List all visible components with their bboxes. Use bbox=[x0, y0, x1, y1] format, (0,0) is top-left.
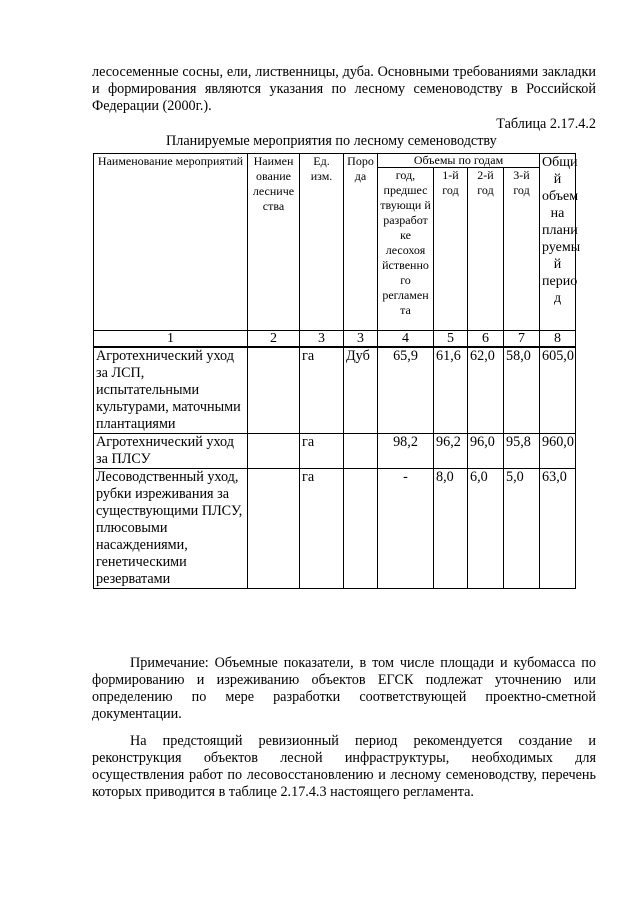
header-forestry: Наимен ование лесниче ства bbox=[248, 154, 300, 331]
column-number: 3 bbox=[344, 331, 378, 348]
table-title: Планируемые мероприятия по лесному семеноводству bbox=[166, 133, 497, 149]
intro-paragraph: лесосеменные сосны, ели, лиственницы, дуба. Основными требованиями закладки и формирования являются указания по лесному семеноводству в Российской Федерации (2000г.). bbox=[92, 64, 596, 114]
table-row bbox=[94, 469, 576, 589]
row-year1: 8,0 bbox=[434, 469, 468, 589]
header-unit: Ед. изм. bbox=[300, 154, 344, 331]
row-species bbox=[344, 469, 378, 589]
header-name: Наименование мероприятий bbox=[94, 154, 248, 331]
header-year1: 1-й год bbox=[434, 168, 468, 331]
column-number: 5 bbox=[434, 331, 468, 348]
column-number: 4 bbox=[378, 331, 434, 348]
note-paragraph: Примечание: Объемные показатели, в том числе площади и кубомасса по формированию и изреживанию объектов ЕГСК подлежат уточнению или определению по мере разработки соответствующей проектно-сметной документации. bbox=[92, 655, 596, 722]
row-year3: 58,0 bbox=[504, 347, 540, 434]
row-total: 605,0 bbox=[540, 347, 576, 434]
row-unit: га bbox=[300, 347, 344, 434]
column-number: 7 bbox=[504, 331, 540, 348]
column-number: 3 bbox=[300, 331, 344, 348]
column-number: 1 bbox=[94, 331, 248, 348]
row-species: Дуб bbox=[344, 347, 378, 434]
table-row bbox=[94, 434, 576, 469]
row-forestry bbox=[248, 434, 300, 469]
header-volumes-group: Объемы по годам bbox=[378, 154, 540, 168]
row-total: 63,0 bbox=[540, 469, 576, 589]
row-prev-period: 65,9 bbox=[378, 347, 434, 434]
row-unit: га bbox=[300, 469, 344, 589]
row-forestry bbox=[248, 347, 300, 434]
table-number: Таблица 2.17.4.2 bbox=[496, 116, 596, 132]
seed-measures-table bbox=[93, 153, 581, 589]
row-prev-period: - bbox=[378, 469, 434, 589]
row-year1: 61,6 bbox=[434, 347, 468, 434]
header-year2: 2-й год bbox=[468, 168, 504, 331]
header-prev-period: год, предшес твующи й разработ ке лесохоя йственно го регламен та bbox=[378, 168, 434, 331]
closing-paragraph: На предстоящий ревизионный период рекомендуется создание и реконструкция объектов лесной инфраструктуры, необходимых для осуществления работ по лесовосстановлению и лесному семеноводству, перечень которых приводится в таблице 2.17.4.3 настоящего регламента. bbox=[92, 733, 596, 800]
row-measure-name: Агротехнический уход за ПЛСУ bbox=[94, 434, 248, 469]
row-year3: 5,0 bbox=[504, 469, 540, 589]
column-number: 2 bbox=[248, 331, 300, 348]
row-year2: 96,0 bbox=[468, 434, 504, 469]
row-measure-name: Агротехнический уход за ЛСП, испытательными культурами, маточными плантациями bbox=[94, 347, 248, 434]
row-year2: 62,0 bbox=[468, 347, 504, 434]
row-forestry bbox=[248, 469, 300, 589]
row-year1: 96,2 bbox=[434, 434, 468, 469]
column-number: 8 bbox=[540, 331, 576, 348]
row-species bbox=[344, 434, 378, 469]
row-year3: 95,8 bbox=[504, 434, 540, 469]
row-measure-name: Лесоводственный уход, рубки изреживания за существующими ПЛСУ, плюсовыми насаждениями, генетическими резерватами bbox=[94, 469, 248, 589]
column-number: 6 bbox=[468, 331, 504, 348]
row-unit: га bbox=[300, 434, 344, 469]
header-species: Поро да bbox=[344, 154, 378, 331]
row-prev-period: 98,2 bbox=[378, 434, 434, 469]
header-total: Общи й объем на плани руемы й перио д bbox=[540, 154, 576, 331]
table-row bbox=[94, 347, 576, 434]
row-total: 960,0 bbox=[540, 434, 576, 469]
column-numbers-row bbox=[94, 331, 576, 348]
header-year3: 3-й год bbox=[504, 168, 540, 331]
row-year2: 6,0 bbox=[468, 469, 504, 589]
